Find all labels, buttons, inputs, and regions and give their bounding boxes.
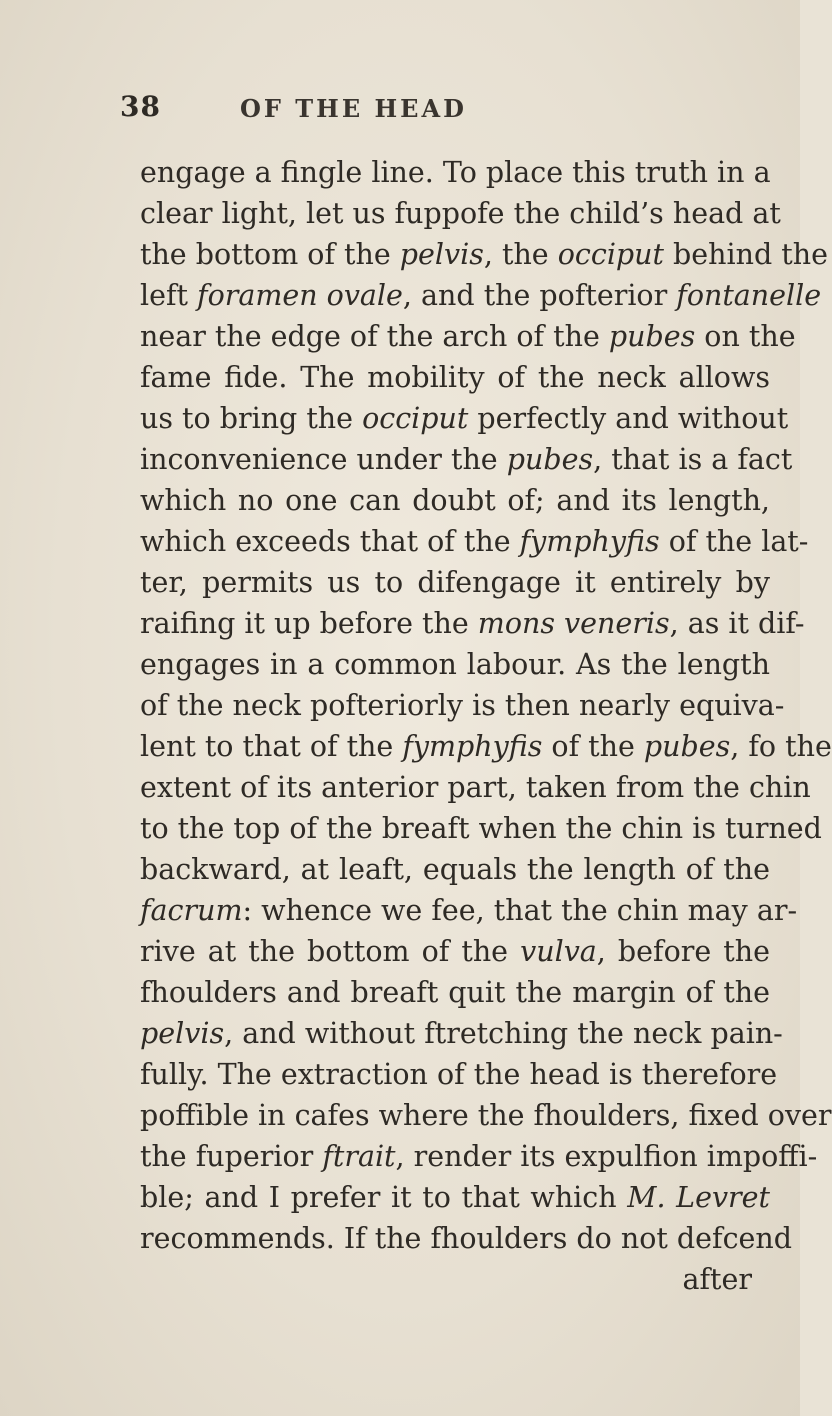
text-segment: of the neck pofteriorly is then nearly equiva- xyxy=(140,689,785,722)
text-segment: behind the xyxy=(663,238,828,271)
text-segment: to the top of the breaft when the chin is turned xyxy=(140,812,822,845)
text-line xyxy=(140,152,770,193)
text-line xyxy=(140,1136,818,1177)
text-segment: recommends. If the fhoulders do not defcend xyxy=(140,1222,792,1255)
text-segment: rive at the bottom of the xyxy=(140,935,521,968)
italic-term: facrum xyxy=(140,894,243,927)
text-segment: , that is a fact xyxy=(593,443,793,476)
italic-term: occiput xyxy=(557,238,664,271)
text-line xyxy=(140,972,770,1013)
text-segment: us to bring the xyxy=(140,402,363,435)
text-segment: , and without ftretching the neck pain- xyxy=(224,1017,783,1050)
text-line xyxy=(140,234,828,275)
text-segment: which exceeds that of the xyxy=(140,525,520,558)
text-segment: lent to that of the xyxy=(140,730,403,763)
page-number: 38 xyxy=(120,90,161,123)
text-line xyxy=(140,439,793,480)
italic-term: occiput xyxy=(362,402,469,435)
text-line xyxy=(140,890,798,931)
italic-term: fontanelle xyxy=(676,279,822,312)
text-line xyxy=(140,357,770,398)
text-segment: engage a fingle line. To place this truth in a xyxy=(140,156,771,189)
text-segment: , and the pofterior xyxy=(402,279,677,312)
italic-term: fymphyfis xyxy=(519,525,660,558)
text-segment: inconvenience under the xyxy=(140,443,507,476)
text-line xyxy=(140,726,832,767)
text-segment: near the edge of the arch of the xyxy=(140,320,609,353)
text-segment: , render its expulfion impoffi- xyxy=(395,1140,818,1173)
italic-term: pelvis xyxy=(140,1017,225,1050)
text-line xyxy=(140,1259,770,1300)
text-line xyxy=(140,398,789,439)
italic-term: ftrait xyxy=(322,1140,396,1173)
text-segment: the bottom of the xyxy=(140,238,400,271)
text-line xyxy=(140,603,805,644)
page-header xyxy=(0,90,800,140)
text-segment: perfectly and without xyxy=(468,402,789,435)
italic-term: M. Levret xyxy=(627,1181,770,1214)
text-line xyxy=(140,685,785,726)
text-segment: raifing it up before the xyxy=(140,607,478,640)
text-segment: of the lat- xyxy=(659,525,809,558)
text-line xyxy=(140,849,770,890)
text-segment: engages in a common labour. As the length xyxy=(140,648,770,681)
text-segment: clear light, let us fuppofe the child’s head at xyxy=(140,197,781,230)
text-line xyxy=(140,808,822,849)
text-line xyxy=(140,1095,832,1136)
italic-term: foramen ovale xyxy=(197,279,403,312)
italic-term: vulva xyxy=(520,935,597,968)
text-segment: extent of its anterior part, taken from the chin xyxy=(140,771,811,804)
text-line xyxy=(140,1013,783,1054)
text-segment: after xyxy=(682,1263,752,1296)
text-line xyxy=(140,1218,792,1259)
italic-term: fymphyfis xyxy=(402,730,543,763)
text-segment: fully. The extraction of the head is therefore xyxy=(140,1058,778,1091)
text-segment: , the xyxy=(483,238,558,271)
text-segment: fame fide. The mobility of the neck allows xyxy=(140,361,770,394)
text-segment: , before the xyxy=(596,935,770,968)
text-line xyxy=(140,1177,770,1218)
italic-term: pubes xyxy=(643,730,731,763)
text-segment: backward, at leaft, equals the length of the xyxy=(140,853,770,886)
text-line xyxy=(140,275,822,316)
text-segment: : whence we fee, that the chin may ar- xyxy=(242,894,798,927)
text-line xyxy=(140,193,781,234)
text-line xyxy=(140,1054,778,1095)
text-segment: ble; and I prefer it to that which xyxy=(140,1181,628,1214)
text-line xyxy=(140,644,770,685)
text-line xyxy=(140,480,770,521)
text-line xyxy=(140,562,770,603)
text-segment: ter, permits us to difengage it entirely by xyxy=(140,566,770,599)
text-segment: poffible in cafes where the fhoulders, fixed over xyxy=(140,1099,832,1132)
text-line xyxy=(140,521,809,562)
text-segment: which no one can doubt of; and its length, xyxy=(140,484,770,517)
italic-term: pelvis xyxy=(399,238,484,271)
italic-term: pubes xyxy=(608,320,696,353)
text-line xyxy=(140,931,770,972)
text-segment: left xyxy=(140,279,198,312)
text-segment: , fo the xyxy=(730,730,832,763)
running-head: OF THE HEAD xyxy=(240,94,467,123)
text-segment: the fuperior xyxy=(140,1140,323,1173)
text-segment: , as it dif- xyxy=(669,607,805,640)
text-line xyxy=(140,767,811,808)
text-segment: of the xyxy=(542,730,644,763)
text-line xyxy=(140,316,796,357)
italic-term: pubes xyxy=(506,443,594,476)
italic-term: mons veneris xyxy=(477,607,670,640)
text-segment: fhoulders and breaft quit the margin of the xyxy=(140,976,770,1009)
body-text xyxy=(140,152,832,1300)
text-segment: on the xyxy=(695,320,796,353)
